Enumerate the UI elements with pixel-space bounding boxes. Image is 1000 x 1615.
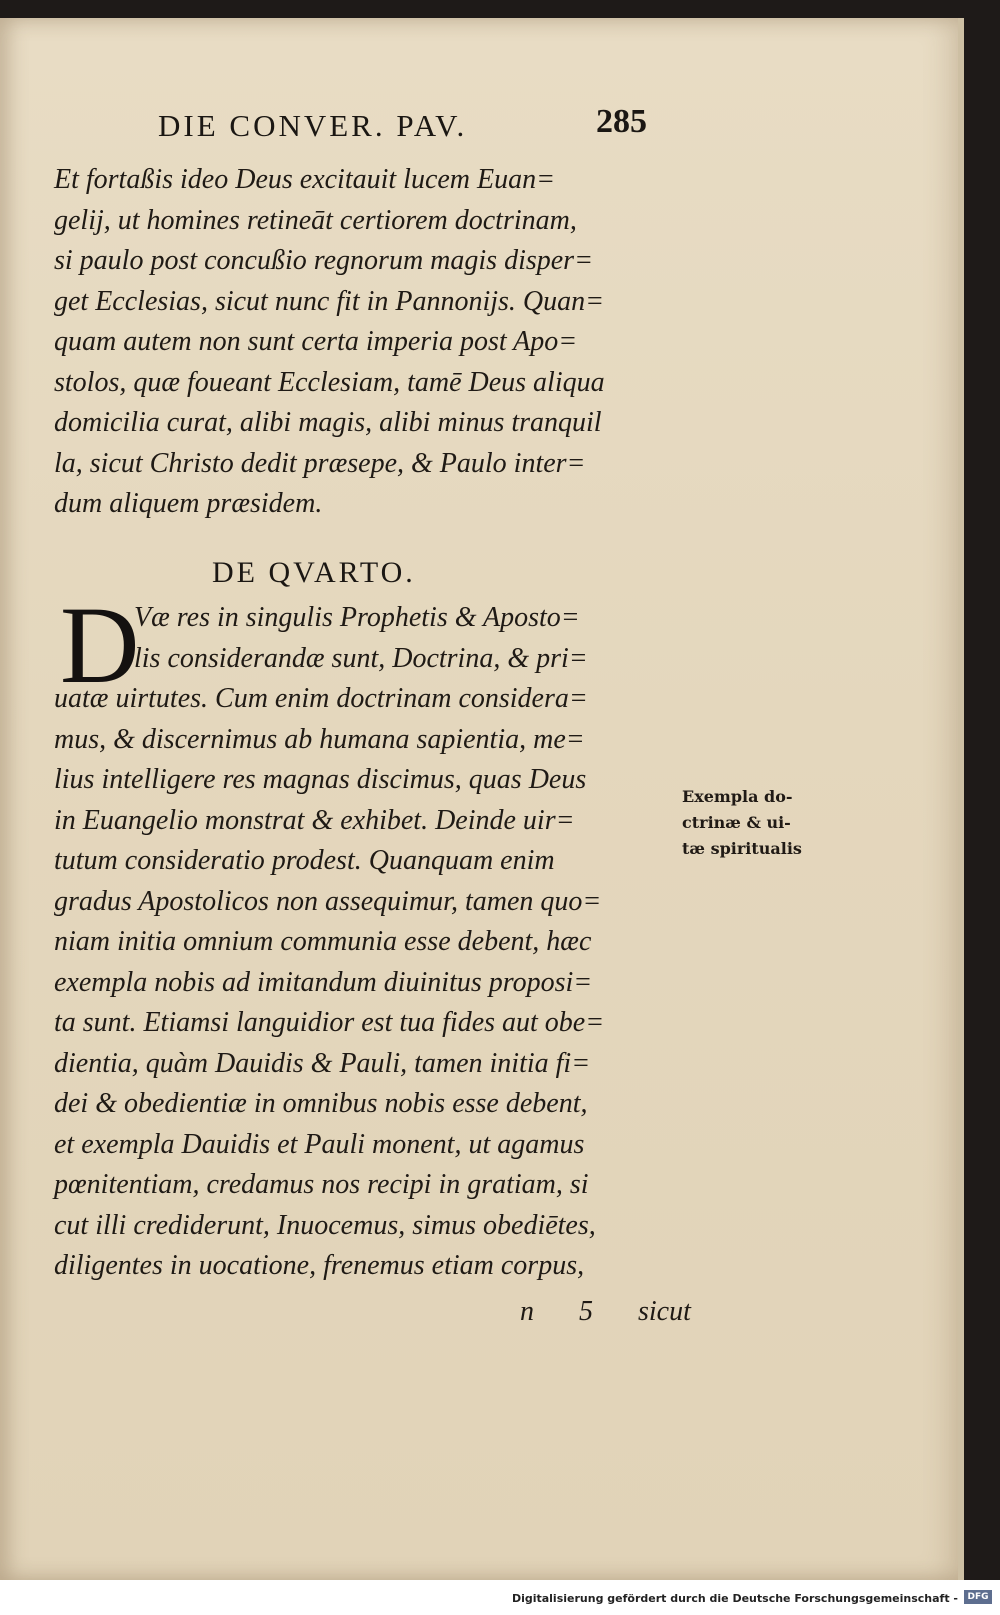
text-line: Væ res in singulis Prophetis & Aposto= <box>134 602 580 633</box>
signature-mark: n <box>520 1296 534 1327</box>
text-line: exempla nobis ad imitandum diuinitus proposi= <box>54 966 593 998</box>
text-line: dei & obedientiæ in omnibus nobis esse debent, <box>54 1088 588 1119</box>
text-line: lius intelligere res magnas discimus, quas Deus <box>54 764 587 795</box>
text-line: uatæ uirtutes. Cum enim doctrinam considera= <box>54 683 588 714</box>
paragraph-2 <box>54 584 674 1287</box>
text-line: la, sicut Christo dedit præsepe, & Paulo inter= <box>54 447 586 479</box>
text-line: in Euangelio monstrat & exhibet. Deinde uir= <box>54 804 575 836</box>
text-line: dum aliquem præsidem. <box>54 488 323 519</box>
text-line: stolos, quæ foueant Ecclesiam, tamē Deus aliqua <box>54 366 605 398</box>
running-head: DIE CONVER. PAV. <box>158 108 468 143</box>
marginal-note-line: tæ spiritualis <box>682 839 802 858</box>
marginal-note-line: Exempla do- <box>682 787 793 806</box>
text-line: quam autem non sunt certa imperia post Apo= <box>54 326 578 357</box>
drop-cap: D <box>60 584 140 706</box>
text-line: si paulo post concußio regnorum magis disper= <box>54 245 593 276</box>
catchword: sicut <box>638 1296 691 1327</box>
page-number: 285 <box>596 103 647 140</box>
text-line: get Ecclesias, sicut nunc fit in Pannonijs. Quan= <box>54 285 605 317</box>
section-heading: DE QVARTO. <box>212 556 416 589</box>
text-line: gradus Apostolicos non assequimur, tamen quo= <box>54 885 602 917</box>
text-line: gelij, ut homines retineāt certiorem doctrinam, <box>54 204 577 236</box>
text-line: mus, & discernimus ab humana sapientia, me= <box>54 723 585 755</box>
text-line: domicilia curat, alibi magis, alibi minus tranquil <box>54 407 602 438</box>
text-line: diligentes in uocatione, frenemus etiam corpus, <box>54 1250 585 1281</box>
catchword-line <box>520 1296 729 1328</box>
dfg-logo: DFG <box>964 1590 992 1604</box>
marginal-note-line: ctrinæ & ui- <box>682 813 791 832</box>
text-line: pœnitentiam, credamus nos recipi in gratiam, si <box>54 1169 589 1200</box>
digitization-credit: Digitalisierung gefördert durch die Deutsche Forschungsgemeinschaft - <box>511 1592 958 1605</box>
paragraph-1 <box>54 160 674 525</box>
text-line: tutum consideratio prodest. Quanquam enim <box>54 845 555 876</box>
text-line: cut illi crediderunt, Inuocemus, simus obediētes, <box>54 1209 596 1241</box>
marginal-note <box>682 784 842 862</box>
signature-number: 5 <box>579 1296 593 1327</box>
text-line: dientia, quàm Dauidis & Pauli, tamen initia fi= <box>54 1047 591 1079</box>
text-line: Et fortaßis ideo Deus excitauit lucem Euan= <box>54 164 556 195</box>
text-line: et exempla Dauidis et Pauli monent, ut agamus <box>54 1128 585 1160</box>
text-line: ta sunt. Etiamsi languidior est tua fides aut obe= <box>54 1007 605 1038</box>
text-line: niam initia omnium communia esse debent, hæc <box>54 926 592 957</box>
text-line: lis considerandæ sunt, Doctrina, & pri= <box>134 642 588 674</box>
